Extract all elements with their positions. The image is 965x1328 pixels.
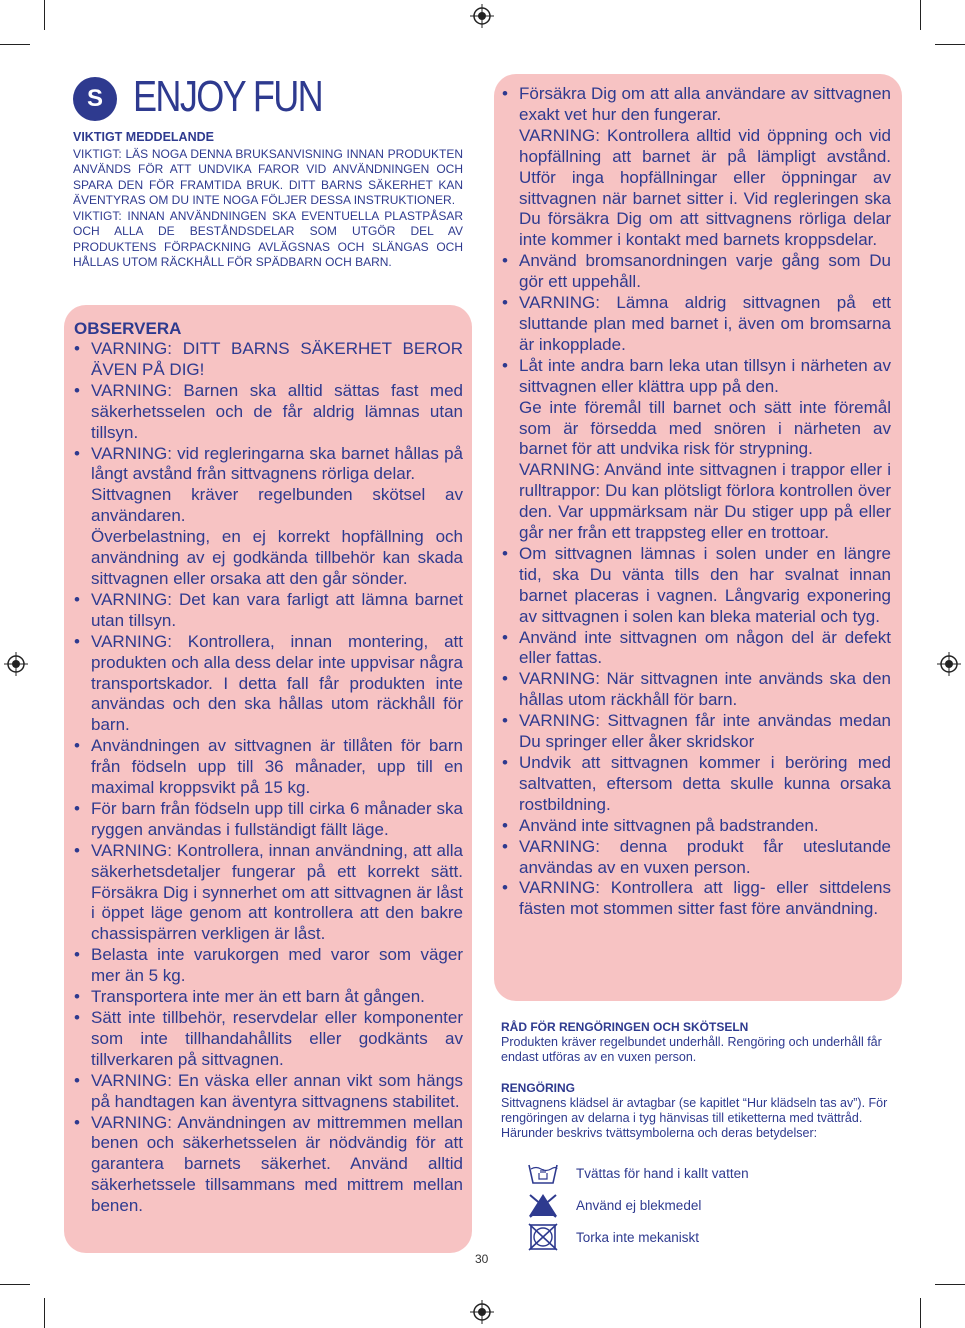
crop-mark: [44, 1298, 45, 1328]
warning-text: • Sätt inte tillbehör, reservdelar eller komponenter som inte tillhandahållits eller godkänts av tillverkaren på sittvagnen.: [91, 1008, 463, 1069]
warning-text: VARNING: Kontrollera alltid vid öppning och vid hopfällning att barnet är på lämpligt avstånd. Utför inga hopfällningar eller öppningar av sittvagnen när barnet sitter i. Vid regleringen ska Du försäkra Dig om att sittvagnens rörliga delar inte kommer i kontakt med barnets kroppsdelar.: [519, 125, 891, 250]
crop-mark: [920, 0, 921, 30]
warning-item: [74, 945, 463, 987]
care-text: Produkten kräver regelbundet underhåll. Rengöring och underhåll får endast utföras av en vuxen person.: [501, 1035, 882, 1065]
important-notice: [73, 130, 463, 271]
warning-text: • VARNING: DITT BARNS SÄKERHET BEROR ÄVEN PÅ DIG!: [91, 339, 463, 379]
warning-text: Ge inte föremål till barnet och sätt inte föremål som är försedda med snören i närheten av barnet för att undvika risk för strypning.: [519, 397, 891, 459]
warning-text: • Användningen av sittvagnen är tillåten för barn från födseln upp till 36 månader, upp till en maximal kroppsvikt på 15 kg.: [91, 736, 463, 798]
warning-item: [74, 444, 463, 590]
no-tumble-dry-icon: [526, 1223, 560, 1251]
warning-item: [74, 841, 463, 946]
warning-item: [502, 816, 891, 837]
warning-item: [502, 837, 891, 879]
page-title: ENJOY FUN: [133, 72, 323, 121]
notice-paragraph: VIKTIGT: INNAN ANVÄNDNINGEN SKA EVENTUELLA PLASTPÅSAR OCH ALLA DE BESTÅNDSDELAR SOM UTGÖR DEL AV PRODUKTENS FÖRPACKNING AVLÄGSNAS OCH SLÄNGAS OCH HÅLLAS UTOM RÄCKHÅLL FÖR SPÄDBARN OCH BARN.: [73, 208, 463, 269]
warning-item: [74, 339, 463, 381]
crop-mark: [44, 0, 45, 30]
hand-wash-icon: [526, 1159, 560, 1187]
warning-text: • VARNING: Kontrollera, innan användning, att alla säkerhetsdetaljer fungerar på ett korrekt sätt. Försäkra Dig i synnerhet om att sittvagnen är låst i öppet läge genom att kontrollera att den bakre chassispärren verkligen är låst.: [91, 840, 463, 944]
cleaning-heading: RENGÖRING: [501, 1080, 576, 1095]
wash-symbol-row: [526, 1189, 826, 1221]
warning-item: [74, 799, 463, 841]
warning-text: • VARNING: Det kan vara farligt att lämna barnet utan tillsyn.: [91, 589, 463, 630]
registration-mark-icon: [937, 652, 961, 676]
warning-text: • VARNING: Kontrollera att ligg- eller sittdelens fästen mot stommen sitter fast före användning.: [519, 878, 891, 919]
warning-item: [502, 753, 891, 816]
warning-text: • VARNING: Sittvagnen får inte användas medan Du springer eller åker skridskor: [519, 711, 891, 752]
warning-item: [502, 544, 891, 628]
warning-text: • VARNING: Lämna aldrig sittvagnen på ett sluttande plan med barnet i, även om bromsarna är inkopplade.: [519, 293, 891, 354]
warning-text: • VARNING: vid regleringarna ska barnet hållas på långt avstånd från sittvagnens rörliga delar.: [91, 443, 463, 484]
wash-symbol-label: Tvättas för hand i kallt vatten: [576, 1165, 749, 1181]
warning-text: • VARNING: Kontrollera, innan montering, att produkten och alla dess delar inte uppvisar några transportskador. I detta fall får produkten inte användas och den ska hållas utom räckhåll för barn.: [91, 631, 463, 735]
wash-symbols: [526, 1157, 826, 1253]
warning-text: • Transportera inte mer än ett barn åt gången.: [91, 987, 425, 1007]
warning-item: [502, 293, 891, 356]
warning-item: [74, 590, 463, 632]
warning-item: [74, 1071, 463, 1113]
warning-item: [74, 381, 463, 444]
warning-text: • Om sittvagnen lämnas i solen under en längre tid, ska Du vänta tills den har svalnat innan barnet placeras i vagnen. Långvarig exponering av sittvagnen i solen kan bleka material och tyg.: [519, 543, 891, 626]
observera-panel: [64, 305, 472, 1253]
warning-text: • Använd inte sittvagnen om någon del är defekt eller fattas.: [519, 627, 891, 668]
registration-mark-icon: [470, 4, 494, 28]
page-number: 30: [475, 1252, 489, 1266]
warning-text: • VARNING: När sittvagnen inte används ska den hållas utom räckhåll för barn.: [519, 669, 891, 710]
warning-text: • VARNING: En väska eller annan vikt som hängs på handtagen kan äventyra sittvagnens stabilitet.: [91, 1070, 463, 1111]
warning-item: [502, 84, 891, 251]
wash-symbol-label: Torka inte mekaniskt: [576, 1229, 700, 1245]
warning-text: • Belasta inte varukorgen med varor som väger mer än 5 kg.: [91, 945, 463, 986]
language-badge: S: [73, 77, 117, 121]
care-heading: RÅD FÖR RENGÖRINGEN OCH SKÖTSELN: [501, 1020, 749, 1034]
crop-mark: [0, 44, 30, 45]
warning-text: • VARNING: Användningen av mittremmen mellan benen och säkerhetsselen är nödvändig för att garantera barnets säkerhet. Använd alltid säkerhetssele tillsammans med mittrem mellan benen.: [91, 1112, 463, 1216]
warning-text: Sittvagnen kräver regelbunden skötsel av användaren.: [91, 485, 463, 526]
warning-list: [502, 84, 891, 920]
notice-heading: VIKTIGT MEDDELANDE: [73, 130, 214, 144]
wash-symbol-label: Använd ej blekmedel: [576, 1197, 702, 1213]
warning-text: • Använd inte sittvagnen på badstranden.: [519, 815, 819, 835]
warning-item: [74, 987, 463, 1008]
warning-item: [502, 711, 891, 753]
cleaning-text: Sittvagnens klädsel är avtagbar (se kapitlet “Hur klädseln tas av”). För rengöringen av delarna i tyg hänvisas till etiketterna med tvättråd. Härunder beskrivs tvättsymbolerna och deras betydelser:: [501, 1095, 888, 1141]
warning-item: [502, 251, 891, 293]
crop-mark: [935, 44, 965, 45]
no-bleach-icon: [526, 1191, 560, 1219]
warning-list: [74, 339, 463, 1217]
warning-text: • Låt inte andra barn leka utan tillsyn i närheten av sittvagnen eller klättra upp på den.: [519, 355, 891, 396]
registration-mark-icon: [4, 652, 28, 676]
notice-paragraph: VIKTIGT: LÄS NOGA DENNA BRUKSANVISNING INNAN PRODUKTEN ANVÄNDS FÖR ATT UNDVIKA FAROR VID ANVÄNDNINGEN OCH SPARA DEN FÖR FRAMTIDA BRUK. DITT BARNS SÄKERHET KAN ÄVENTYRAS OM DU INTE NOGA FÖLJER DESSA INSTRUKTIONER.: [73, 146, 463, 207]
warning-text: • VARNING: Barnen ska alltid sättas fast med säkerhetsselen och de får aldrig lämnas utan tillsyn.: [91, 380, 463, 442]
warnings-panel-continued: [494, 74, 902, 1001]
warning-text: VARNING: Använd inte sittvagnen i trappor eller i rulltrappor: Du kan plötsligt förlora kontrollen över den. Var uppmärksam när Du stiger upp på eller går ner från ett trappsteg eller en trottoar.: [519, 460, 891, 543]
warning-text: • Undvik att sittvagnen kommer i beröring med saltvatten, eftersom detta skulle kunna orsaka rostbildning.: [519, 753, 891, 814]
warning-item: [502, 356, 891, 544]
warning-item: [74, 1113, 463, 1218]
wash-symbol-row: [526, 1221, 826, 1253]
warning-item: [74, 1008, 463, 1071]
warning-text: • För barn från födseln upp till cirka 6 månader ska ryggen användas i fullständigt fällt läge.: [91, 798, 463, 839]
crop-mark: [0, 1284, 30, 1285]
warning-item: [502, 878, 891, 920]
registration-mark-icon: [470, 1300, 494, 1324]
warning-text: Överbelastning, en ej korrekt hopfällning och användning av ej godkända tillbehör kan skada sittvagnen eller orsaka att den går sönder.: [91, 527, 463, 588]
warning-item: [502, 669, 891, 711]
crop-mark: [920, 1298, 921, 1328]
crop-mark: [935, 1284, 965, 1285]
warning-item: [74, 632, 463, 737]
warning-item: [74, 736, 463, 799]
observera-heading: OBSERVERA: [74, 319, 182, 338]
warning-text: • Använd bromsanordningen varje gång som Du gör ett uppehåll.: [519, 251, 891, 292]
warning-text: • VARNING: denna produkt får uteslutande användas av en vuxen person.: [519, 836, 891, 877]
warning-text: • Försäkra Dig om att alla användare av sittvagnen exakt vet hur den fungerar.: [519, 84, 891, 124]
warning-item: [502, 628, 891, 670]
wash-symbol-row: [526, 1157, 826, 1189]
care-section: [501, 1020, 893, 1141]
